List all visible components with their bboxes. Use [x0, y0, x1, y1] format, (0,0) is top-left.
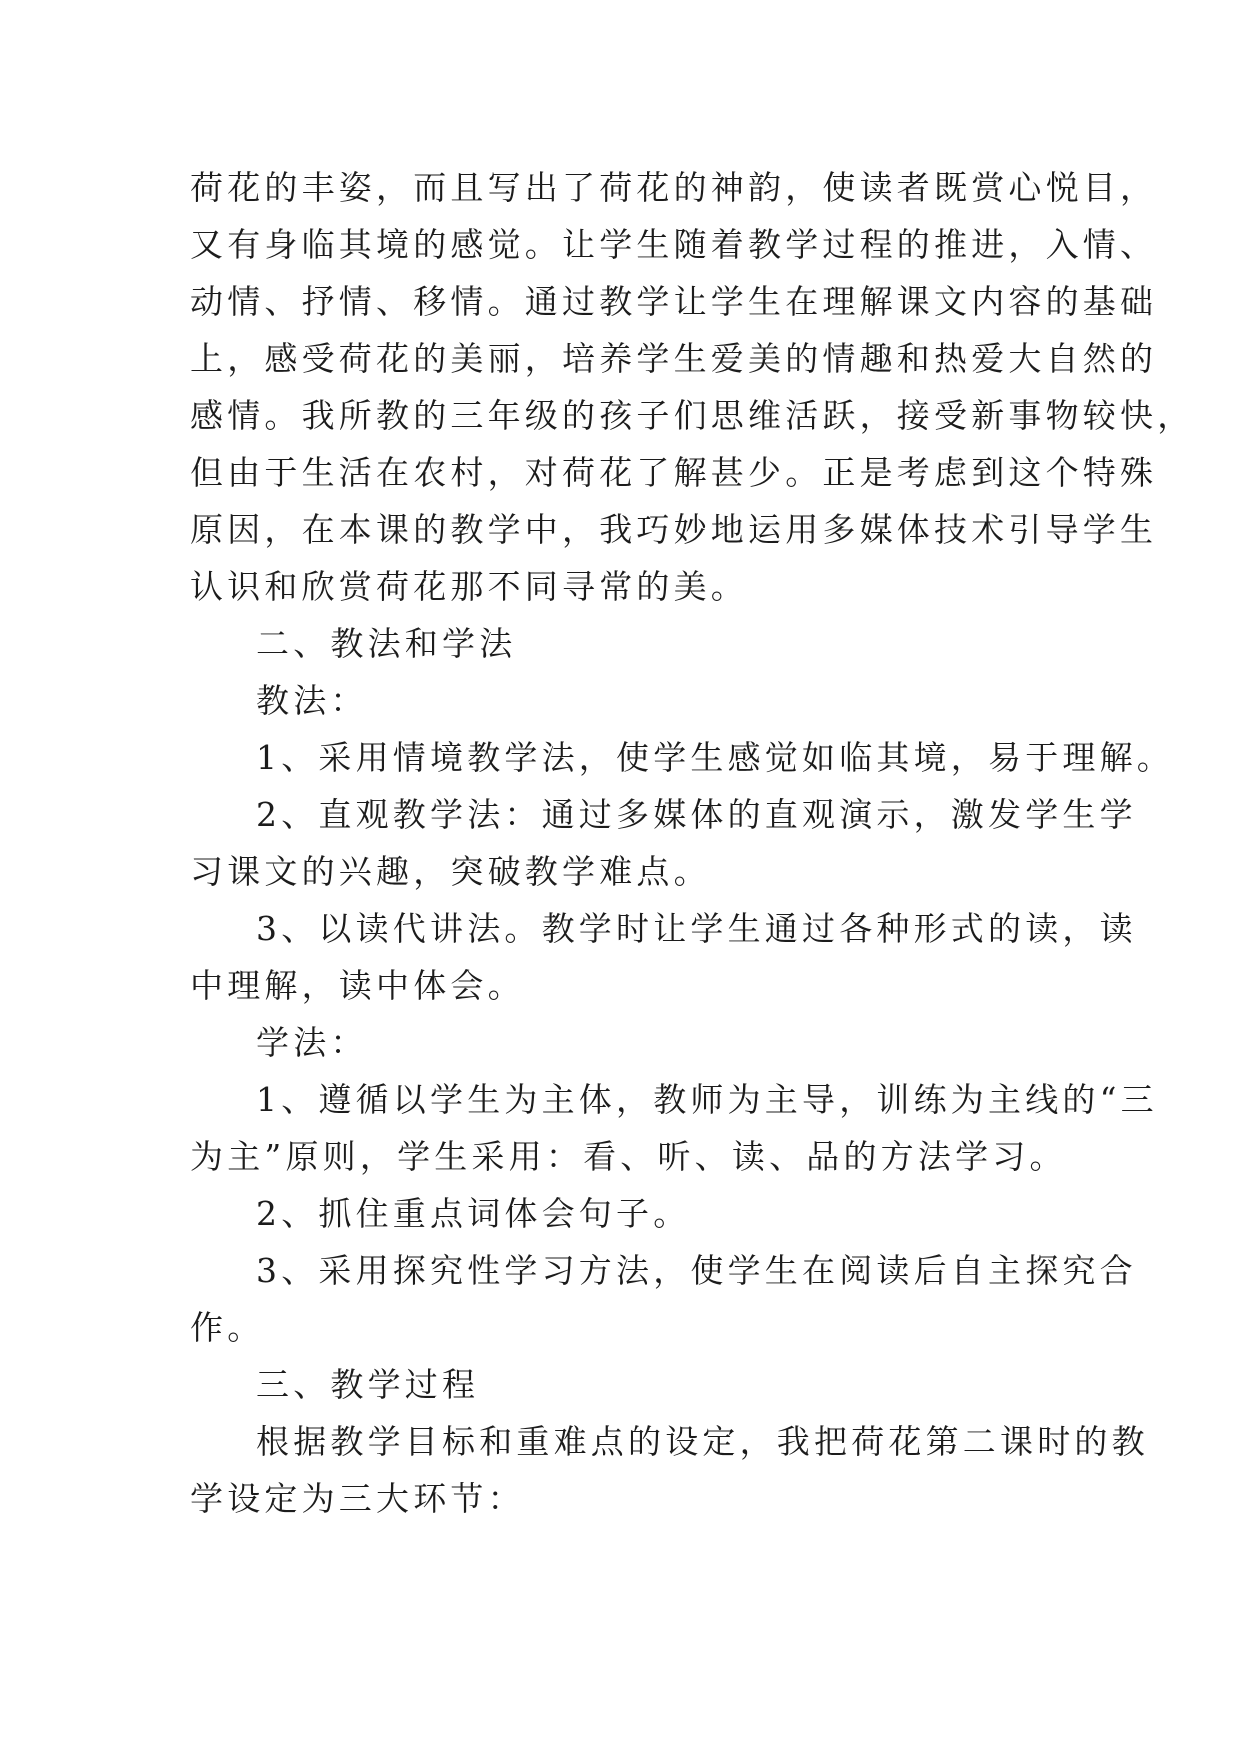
list-item: 3、以读代讲法。教学时让学生通过各种形式的读，读 — [256, 909, 1137, 948]
list-item: 1、遵循以学生为主体，教师为主导，训练为主线的“三 — [256, 1080, 1158, 1119]
paragraph-line: 感情。我所教的三年级的孩子们思维活跃，接受新事物较快， — [190, 396, 1195, 435]
list-item-continuation: 作。 — [190, 1308, 265, 1347]
list-item: 2、抓住重点词体会句子。 — [256, 1194, 691, 1233]
subheading: 学法： — [256, 1023, 368, 1062]
paragraph-line: 学设定为三大环节： — [190, 1479, 525, 1518]
paragraph-line: 但由于生活在农村，对荷花了解甚少。正是考虑到这个特殊 — [190, 453, 1158, 492]
paragraph-line: 又有身临其境的感觉。让学生随着教学过程的推进，入情、 — [190, 225, 1158, 264]
list-item: 3、采用探究性学习方法，使学生在阅读后自主探究合 — [256, 1251, 1137, 1290]
list-item-continuation: 为主”原则，学生采用：看、听、读、品的方法学习。 — [190, 1137, 1067, 1176]
list-item: 1、采用情境教学法，使学生感觉如临其境，易于理解。 — [256, 738, 1174, 777]
subheading: 教法： — [256, 681, 368, 720]
paragraph-line: 原因，在本课的教学中，我巧妙地运用多媒体技术引导学生 — [190, 510, 1158, 549]
paragraph-line: 根据教学目标和重难点的设定，我把荷花第二课时的教 — [256, 1422, 1149, 1461]
paragraph-line: 认识和欣赏荷花那不同寻常的美。 — [190, 567, 748, 606]
section-heading: 二、教法和学法 — [256, 624, 517, 663]
paragraph-line: 上，感受荷花的美丽，培养学生爱美的情趣和热爱大自然的 — [190, 339, 1158, 378]
list-item-continuation: 中理解，读中体会。 — [190, 966, 525, 1005]
section-heading: 三、教学过程 — [256, 1365, 480, 1404]
list-item-continuation: 习课文的兴趣，突破教学难点。 — [190, 852, 711, 891]
list-item: 2、直观教学法：通过多媒体的直观演示，激发学生学 — [256, 795, 1137, 834]
paragraph-line: 动情、抒情、移情。通过教学让学生在理解课文内容的基础 — [190, 282, 1158, 321]
paragraph-line: 荷花的丰姿，而且写出了荷花的神韵，使读者既赏心悦目， — [190, 168, 1158, 207]
